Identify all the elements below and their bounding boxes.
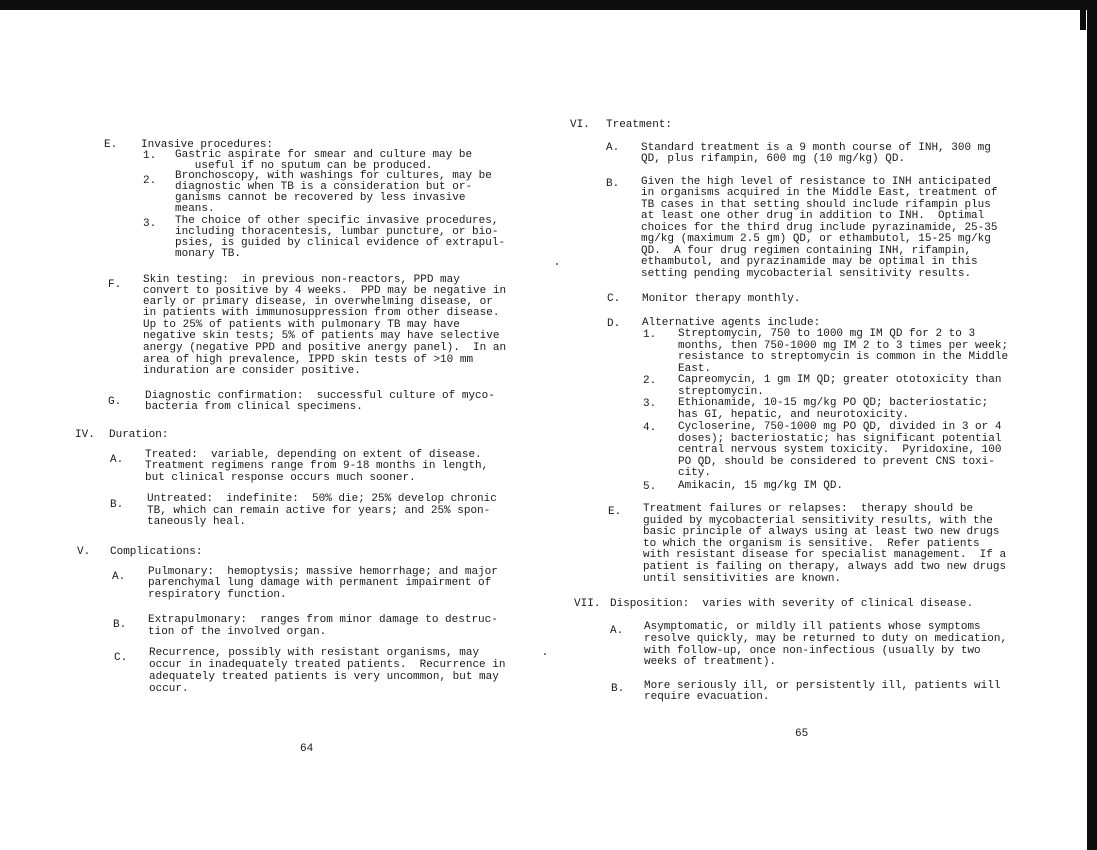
- item-D1-line2: months, then 750-1000 mg IM 2 to 3 times per week;: [678, 340, 1009, 352]
- label-VII-B: B.: [611, 683, 625, 695]
- section-V-B-line1: Extrapulmonary: ranges from minor damage to destruc-: [148, 614, 498, 626]
- item-E1-line1: Gastric aspirate for smear and culture may be: [175, 149, 473, 161]
- item-E3-line3: psies, is guided by clinical evidence of extrapul-: [175, 237, 506, 249]
- label-VI-B: B.: [606, 178, 620, 190]
- section-F-line4: in patients with immunosuppression from other disease.: [143, 307, 500, 319]
- label-G: G.: [108, 396, 122, 408]
- section-E-text: Invasive procedures:: [141, 139, 274, 151]
- item-E3-line2: including thoracentesis, lumbar puncture, or bio-: [175, 226, 499, 238]
- section-VI-B-line4: at least one other drug in addition to INH. Optimal: [641, 210, 985, 222]
- label-E3: 3.: [143, 218, 157, 230]
- section-VI-C-line1: Monitor therapy monthly.: [642, 293, 801, 305]
- section-IV-A-line1: Treated: variable, depending on extent of disease.: [145, 449, 482, 461]
- item-D5-line1: Amikacin, 15 mg/kg IM QD.: [678, 480, 844, 492]
- section-V-B-line2: tion of the involved organ.: [148, 626, 327, 638]
- label-VI-E: E.: [608, 506, 622, 518]
- label-V: V.: [77, 546, 91, 558]
- label-D4: 4.: [643, 422, 657, 434]
- section-VI-B-line7: QD. A four drug regimen containing INH, rifampin,: [641, 245, 972, 257]
- section-VII-A-line1: Asymptomatic, or mildly ill patients whose symptoms: [644, 621, 981, 633]
- item-E1-line2: useful if no sputum can be produced.: [175, 160, 433, 172]
- item-E3-line1: The choice of other specific invasive procedures,: [175, 215, 499, 227]
- item-D4-line5: city.: [678, 467, 712, 479]
- item-D1-line1: Streptomycin, 750 to 1000 mg IM QD for 2 to 3: [678, 328, 976, 340]
- section-IV-A-line2: Treatment regimens range from 9-18 months in length,: [145, 460, 489, 472]
- label-D5: 5.: [643, 481, 657, 493]
- section-VI-E-line5: with resistant disease for specialist management. If a: [643, 549, 1007, 561]
- section-V-C-line4: occur.: [149, 683, 189, 695]
- heading-duration: Duration:: [109, 429, 169, 441]
- section-VI-A-line2: QD, plus rifampin, 600 mg (10 mg/kg) QD.: [641, 153, 906, 165]
- section-VI-B-line8: ethambutol, and pyrazinamide may be optimal in this: [641, 256, 978, 268]
- section-VI-E-line4: to which the organism is sensitive. Refer patients: [643, 538, 980, 550]
- heading-disposition: Disposition: varies with severity of clinical disease.: [610, 598, 974, 610]
- section-VI-A-line1: Standard treatment is a 9 month course of INH, 300 mg: [641, 142, 991, 154]
- item-D4-line1: Cycloserine, 750-1000 mg PO QD, divided in 3 or 4: [678, 421, 1002, 433]
- section-IV-A-line3: but clinical response occurs much sooner.: [145, 472, 416, 484]
- item-D4-line2: doses); bacteriostatic; has significant potential: [678, 433, 1002, 445]
- page-number-64: 64: [300, 743, 314, 755]
- section-F-line9: induration are consider positive.: [143, 365, 361, 377]
- scan-speck: [544, 653, 546, 655]
- section-F-line7: anergy (negative PPD and positive anergy panel). In an: [143, 342, 507, 354]
- item-E3-line4: monary TB.: [175, 248, 242, 260]
- item-D2-line2: streptomycin.: [678, 386, 764, 398]
- item-E2-line3: ganisms cannot be recovered by less invasive: [175, 192, 466, 204]
- heading-complications: Complications:: [110, 546, 203, 558]
- section-VII-A-line2: resolve quickly, may be returned to duty on medication,: [644, 633, 1008, 645]
- section-VI-B-line2: in organisms acquired in the Middle East, treatment of: [641, 187, 998, 199]
- section-V-C-line3: adequately treated patients is very uncommon, but may: [149, 671, 499, 683]
- section-G-line1: Diagnostic confirmation: successful culture of myco-: [145, 390, 495, 402]
- label-VI-C: C.: [607, 293, 621, 305]
- section-VI-E-line2: guided by mycobacterial sensitivity results, with the: [643, 515, 993, 527]
- section-IV-B-line1: Untreated: indefinite: 50% die; 25% develop chronic: [147, 493, 497, 505]
- item-D3-line1: Ethionamide, 10-15 mg/kg PO QD; bacteriostatic;: [678, 397, 989, 409]
- section-VII-A-line4: weeks of treatment).: [644, 656, 777, 668]
- label-IV-A: A.: [110, 454, 124, 466]
- label-VI-D: D.: [607, 318, 621, 330]
- item-D1-line4: East.: [678, 363, 712, 375]
- item-E2-line1: Bronchoscopy, with washings for cultures, may be: [175, 170, 492, 182]
- section-V-A-line1: Pulmonary: hemoptysis; massive hemorrhage; and major: [148, 566, 498, 578]
- section-V-C-line1: Recurrence, possibly with resistant organisms, may: [149, 647, 480, 659]
- label-VII-A: A.: [610, 625, 624, 637]
- item-D2-line1: Capreomycin, 1 gm IM QD; greater ototoxicity than: [678, 374, 1002, 386]
- section-IV-B-line3: taneously heal.: [147, 516, 247, 528]
- label-VI-A: A.: [606, 142, 620, 154]
- section-IV-B-line2: TB, which can remain active for years; and 25% spon-: [147, 505, 491, 517]
- scan-speck: [556, 263, 558, 265]
- label-D2: 2.: [643, 375, 657, 387]
- section-F-line1: Skin testing: in previous non-reactors, PPD may: [143, 274, 460, 286]
- label-F: F.: [108, 279, 122, 291]
- label-D3: 3.: [643, 398, 657, 410]
- section-VI-B-line9: setting pending mycobacterial sensitivity results.: [641, 268, 972, 280]
- section-V-A-line3: respiratory function.: [148, 589, 287, 601]
- item-E2-line2: diagnostic when TB is a consideration but or-: [175, 181, 473, 193]
- scan-right-border: [1087, 0, 1097, 850]
- section-VI-B-line6: mg/kg (maximum 2.5 gm) QD, or ethambutol, 15-25 mg/kg: [641, 233, 991, 245]
- item-E2-line4: means.: [175, 203, 215, 215]
- label-V-C: C.: [114, 652, 128, 664]
- section-F-line6: negative skin tests; 5% of patients may have selective: [143, 330, 500, 342]
- label-IV-B: B.: [110, 499, 124, 511]
- section-VI-B-line3: TB cases in that setting should include rifampin plus: [641, 199, 991, 211]
- label-E2: 2.: [143, 175, 157, 187]
- section-F-line5: Up to 25% of patients with pulmonary TB may have: [143, 319, 460, 331]
- item-D3-line2: has GI, hepatic, and neurotoxicity.: [678, 409, 910, 421]
- section-V-A-line2: parenchymal lung damage with permanent impairment of: [148, 577, 492, 589]
- section-F-line2: convert to positive by 4 weeks. PPD may be negative in: [143, 285, 507, 297]
- item-D4-line4: PO QD, should be considered to prevent CNS toxi-: [678, 456, 995, 468]
- section-VI-B-line1: Given the high level of resistance to INH anticipated: [641, 176, 991, 188]
- section-F-line8: area of high prevalence, IPPD skin tests of >10 mm: [143, 354, 474, 366]
- scan-edge-notch: [1080, 0, 1086, 30]
- label-V-A: A.: [112, 571, 126, 583]
- item-D4-line3: central nervous system toxicity. Pyridoxine, 100: [678, 444, 1002, 456]
- label-VI: VI.: [570, 119, 590, 131]
- section-V-C-line2: occur in inadequately treated patients. Recurrence in: [149, 659, 506, 671]
- item-D1-line3: resistance to streptomycin is common in the Middle: [678, 351, 1009, 363]
- page-number-65: 65: [795, 728, 809, 740]
- section-VI-D-line1: Alternative agents include:: [642, 317, 821, 329]
- label-V-B: B.: [113, 619, 127, 631]
- heading-treatment: Treatment:: [606, 119, 673, 131]
- section-VII-A-line3: with follow-up, once non-infectious (usually by two: [644, 645, 981, 657]
- label-IV: IV.: [75, 429, 95, 441]
- section-G-line2: bacteria from clinical specimens.: [145, 401, 363, 413]
- section-VII-B-line1: More seriously ill, or persistently ill, patients will: [644, 680, 1001, 692]
- section-F-line3: early or primary disease, in overwhelming disease, or: [143, 296, 493, 308]
- label-D1: 1.: [643, 329, 657, 341]
- section-VII-B-line2: require evacuation.: [644, 691, 770, 703]
- label-E: E.: [104, 139, 118, 151]
- label-E1: 1.: [143, 150, 157, 162]
- section-VI-B-line5: choices for the third drug include pyrazinamide, 25-35: [641, 222, 998, 234]
- label-VII: VII.: [574, 598, 601, 610]
- section-VI-E-line6: patient is failing on therapy, always add two new drugs: [643, 561, 1007, 573]
- scan-top-border: [0, 0, 1097, 10]
- section-VI-E-line1: Treatment failures or relapses: therapy should be: [643, 503, 974, 515]
- section-VI-E-line3: basic principle of always using at least two new drugs: [643, 526, 1000, 538]
- section-VI-E-line7: until sensitivities are known.: [643, 573, 842, 585]
